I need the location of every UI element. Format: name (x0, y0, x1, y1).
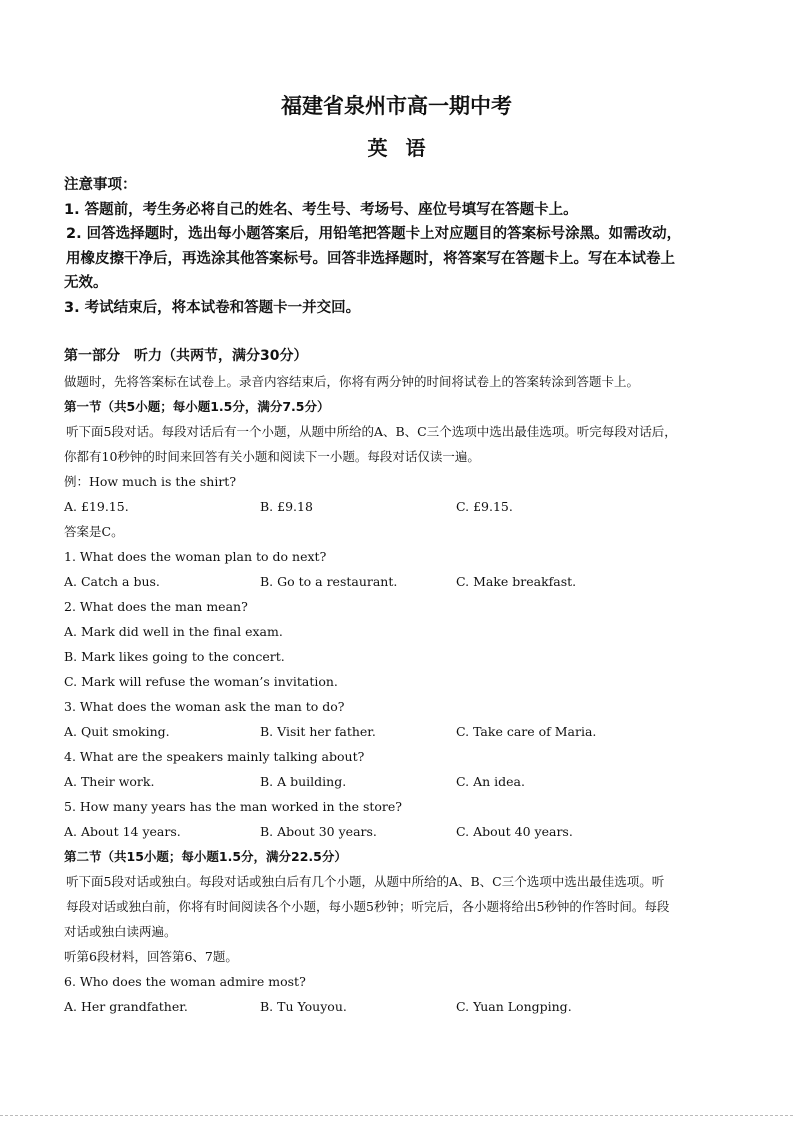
option: C. About 40 years. (456, 824, 573, 839)
option: B. About 30 years. (260, 824, 377, 839)
notes-item: 3. 考试结束后，将本试卷和答题卡一并交回。 (64, 299, 361, 316)
notes-item: 用橡皮擦干净后，再选涂其他答案标号。回答非选择题时，将答案写在答题卡上。写在本试卷上 (66, 250, 675, 267)
question: 4. What are the speakers mainly talking about? (64, 749, 365, 764)
option: C. Take care of Maria. (456, 724, 597, 739)
section1-instructions: 听下面5段对话。每段对话后有一个小题，从题中所给的A、B、C三个选项中选出最佳选项。听完每段对话后， (66, 424, 677, 439)
option: A. Quit smoking. (64, 724, 170, 739)
section2-instructions: 听下面5段对话或独白。每段对话或独白后有几个小题，从题中所给的A、B、C三个选项中选出最佳选项。听 (66, 874, 665, 889)
option: B. Go to a restaurant. (260, 574, 398, 589)
option: C. Yuan Longping. (456, 999, 572, 1014)
part1 (64, 344, 754, 1019)
question-options (64, 819, 754, 844)
exam-subject: 英语 (367, 136, 444, 160)
exam-title: 福建省泉州市高一期中考 (281, 94, 512, 118)
option: A. Their work. (64, 774, 155, 789)
option: A. Catch a bus. (64, 574, 160, 589)
question-options (64, 719, 754, 744)
notes-item: 1. 答题前，考生务必将自己的姓名、考生号、考场号、座位号填写在答题卡上。 (64, 201, 578, 218)
option: C. £9.15. (456, 499, 513, 514)
option: C. Make breakfast. (456, 574, 577, 589)
part1-intro: 做题时，先将答案标在试卷上。录音内容结束后，你将有两分钟的时间将试卷上的答案转涂到答题卡上。 (64, 374, 640, 389)
question: 3. What does the woman ask the man to do? (64, 699, 345, 714)
example-options (64, 494, 754, 519)
section1-instructions: 你都有10秒钟的时间来回答有关小题和阅读下一小题。每段对话仅读一遍。 (64, 449, 480, 464)
option: C. An idea. (456, 774, 525, 789)
notes-block (64, 173, 744, 320)
example-answer: 答案是C。 (64, 524, 124, 539)
example-question: 例：How much is the shirt? (64, 474, 237, 489)
option: B. A building. (260, 774, 347, 789)
section2-heading: 第二节（共15小题；每小题1.5分，满分22.5分） (64, 849, 347, 864)
section2-instructions: 每段对话或独白前，你将有时间阅读各个小题，每小题5秒钟；听完后，各小题将给出5秒钟的作答时间。每段 (66, 899, 670, 914)
notes-item: 无效。 (64, 275, 108, 291)
option: A. Mark did well in the final exam. (64, 624, 283, 639)
question-options (64, 569, 754, 594)
question-options (64, 769, 754, 794)
question-options (64, 994, 754, 1019)
material-note: 听第6段材料，回答第6、7题。 (64, 949, 238, 964)
option: A. About 14 years. (64, 824, 181, 839)
part1-heading: 第一部分 听力（共两节，满分30分） (64, 348, 308, 364)
option: B. £9.18 (260, 499, 313, 514)
notes-heading: 注意事项： (64, 177, 137, 193)
question: 6. Who does the woman admire most? (64, 974, 306, 989)
question: 5. How many years has the man worked in the store? (64, 799, 402, 814)
question: 2. What does the man mean? (64, 599, 248, 614)
section1-heading: 第一节（共5小题；每小题1.5分，满分7.5分） (64, 399, 330, 414)
notes-item: 2. 回答选择题时，选出每小题答案后，用铅笔把答题卡上对应题目的答案标号涂黑。如需改动， (66, 226, 682, 242)
option: B. Tu Youyou. (260, 999, 347, 1014)
option: B. Mark likes going to the concert. (64, 649, 285, 664)
option: A. Her grandfather. (64, 999, 188, 1014)
option: C. Mark will refuse the woman’s invitation. (64, 674, 338, 689)
question: 1. What does the woman plan to do next? (64, 549, 327, 564)
option: B. Visit her father. (260, 724, 376, 739)
section2-instructions: 对话或独白读两遍。 (64, 924, 177, 939)
page-bottom-divider (0, 1115, 793, 1116)
option: A. £19.15. (64, 499, 129, 514)
